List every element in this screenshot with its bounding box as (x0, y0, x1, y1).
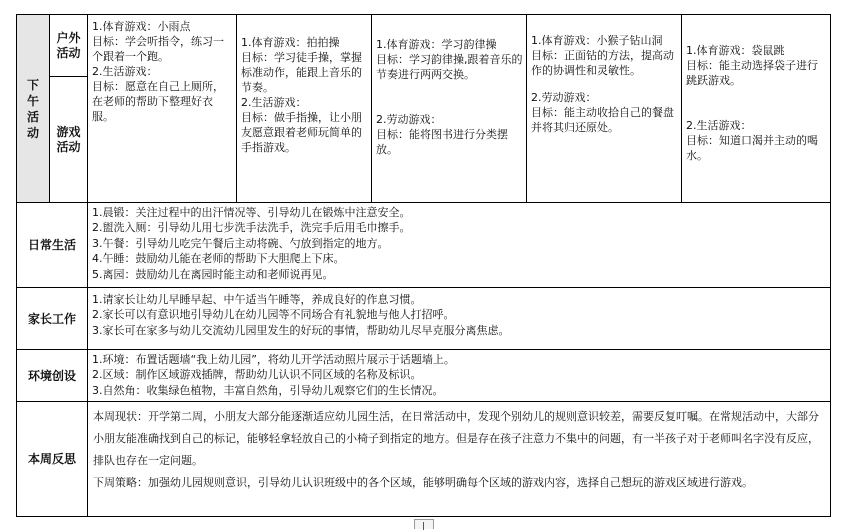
thursday-afternoon-cell[interactable] (527, 15, 682, 203)
weekly-plan-table (16, 14, 831, 517)
day-line: 1.体育游戏：袋鼠跳 (686, 44, 785, 57)
environment-item: 2.区域：制作区域游戏插牌，帮助幼儿认识不同区域的名称及标识。 (92, 368, 422, 382)
tuesday-afternoon-cell[interactable] (237, 15, 372, 203)
environment-item: 3.自然角：收集绿色植物，丰富自然角，引导幼儿观察它们的生长情况。 (92, 383, 444, 397)
day-line: 1.体育游戏：小猴子钻山洞 (531, 34, 663, 47)
monday-afternoon-cell[interactable] (88, 15, 237, 203)
day-line: 目标：正面钻的方法，提高动作的协调性和灵敏性。 (531, 49, 674, 77)
weekly-reflection-content[interactable] (88, 402, 831, 517)
day-line: 2.生活游戏： (92, 65, 158, 78)
outdoor-label-text: 户外活动 (56, 30, 81, 60)
daily-life-label: 日常生活 (17, 203, 88, 288)
spacer (531, 78, 678, 90)
day-line: 目标：学习韵律操,跟着音乐的节奏进行两两交换。 (376, 53, 523, 81)
day-line: 1.体育游戏：小雨点 (92, 20, 191, 33)
day-line-text: 1.体育游戏：拍拍操 (241, 36, 340, 49)
game-activity-label (50, 77, 88, 203)
daily-item: 5.离园：鼓励幼儿在离园时能主动和老师说再见。 (92, 267, 334, 281)
day-line: 2.生活游戏： (241, 96, 307, 109)
parent-work-content[interactable] (88, 288, 831, 350)
daily-life-content[interactable] (88, 203, 831, 288)
day-line: 目标：能主动收拾自己的餐盘并将其归还原处。 (531, 106, 674, 134)
scroll-handle[interactable] (414, 519, 434, 529)
day-line: 目标：愿意在自己上厕所，在老师的帮助下整理好衣服。 (92, 80, 224, 123)
day-line: 目标：能主动选择袋子进行跳跃游戏。 (686, 59, 818, 87)
day-line: 目标：做手指操，让小朋友愿意跟着老师玩简单的手指游戏。 (241, 111, 362, 154)
day-line: 2.生活游戏： (686, 119, 752, 132)
day-line: 1.体育游戏：学习韵律操 (376, 38, 497, 51)
parent-work-label: 家长工作 (17, 288, 88, 350)
parent-item: 3.家长可在家多与幼儿交流幼儿园里发生的好玩的事情，帮助幼儿尽早克服分离焦虑。 (92, 323, 510, 337)
day-line (241, 35, 368, 50)
parent-item: 1.请家长让幼儿早睡早起、中午适当午睡等，养成良好的作息习惯。 (92, 293, 422, 306)
day-line: 目标：能将图书进行分类摆放。 (376, 128, 508, 156)
daily-item: 2.盥洗入厕：引导幼儿用七步洗手法洗手，洗完手后用毛巾擦手。 (92, 221, 411, 235)
day-line: 目标：学会听指令，练习一个跟着一个跑。 (92, 35, 224, 63)
afternoon-activity-label (17, 15, 50, 203)
reflection-status: 本周现状：开学第二周，小朋友大部分能逐渐适应幼儿园生活，在日常活动中，发现个别幼儿的规则意识较差，需要反复叮嘱。在常规活动中，大部分小朋友能准确找到自己的标记，能够轻拿轻放自己的小椅子到指定的地方。但是存在孩子注意力不集中的问题，有一半孩子对于老师叫名字没有反应，排队也存在一定问题。 (93, 410, 819, 467)
day-line: 2.劳动游戏： (531, 91, 597, 104)
friday-afternoon-cell[interactable] (682, 15, 831, 203)
spacer (686, 88, 827, 118)
daily-item: 4.午睡：鼓励幼儿能在老师的帮助下大胆爬上下床。 (92, 252, 345, 266)
day-line: 目标：知道口渴并主动的喝水。 (686, 134, 818, 162)
parent-item: 2.家长可以有意识地引导幼儿在幼儿园等不同场合有礼貌地与他人打招呼。 (92, 308, 455, 322)
afternoon-label-text: 下午活动 (26, 77, 39, 140)
environment-label: 环境创设 (17, 350, 88, 402)
weekly-reflection-label: 本周反思 (17, 402, 88, 517)
day-line: 2.劳动游戏： (376, 113, 442, 126)
reflection-strategy: 下周策略：加强幼儿园规则意识，引导幼儿认识班级中的各个区域，能够明确每个区域的游戏内容，选择自己想玩的游戏区域进行游戏。 (93, 476, 753, 489)
outdoor-activity-label (50, 15, 88, 77)
day-line: 目标：学习徒手操，掌握标准动作，能跟上音乐的节奏。 (241, 51, 362, 94)
environment-content[interactable] (88, 350, 831, 402)
game-label-text: 游戏活动 (56, 124, 81, 154)
wednesday-afternoon-cell[interactable] (372, 15, 527, 203)
daily-item: 1.晨锻：关注过程中的出汗情况等、引导幼儿在锻炼中注意安全。 (92, 206, 411, 219)
spacer (376, 82, 523, 112)
environment-item: 1.环境：布置话题墙“我上幼儿园”，将幼儿开学活动照片展示于话题墙上。 (92, 353, 455, 366)
daily-item: 3.午餐：引导幼儿吃完午餐后主动将碗、勺放到指定的地方。 (92, 236, 389, 250)
